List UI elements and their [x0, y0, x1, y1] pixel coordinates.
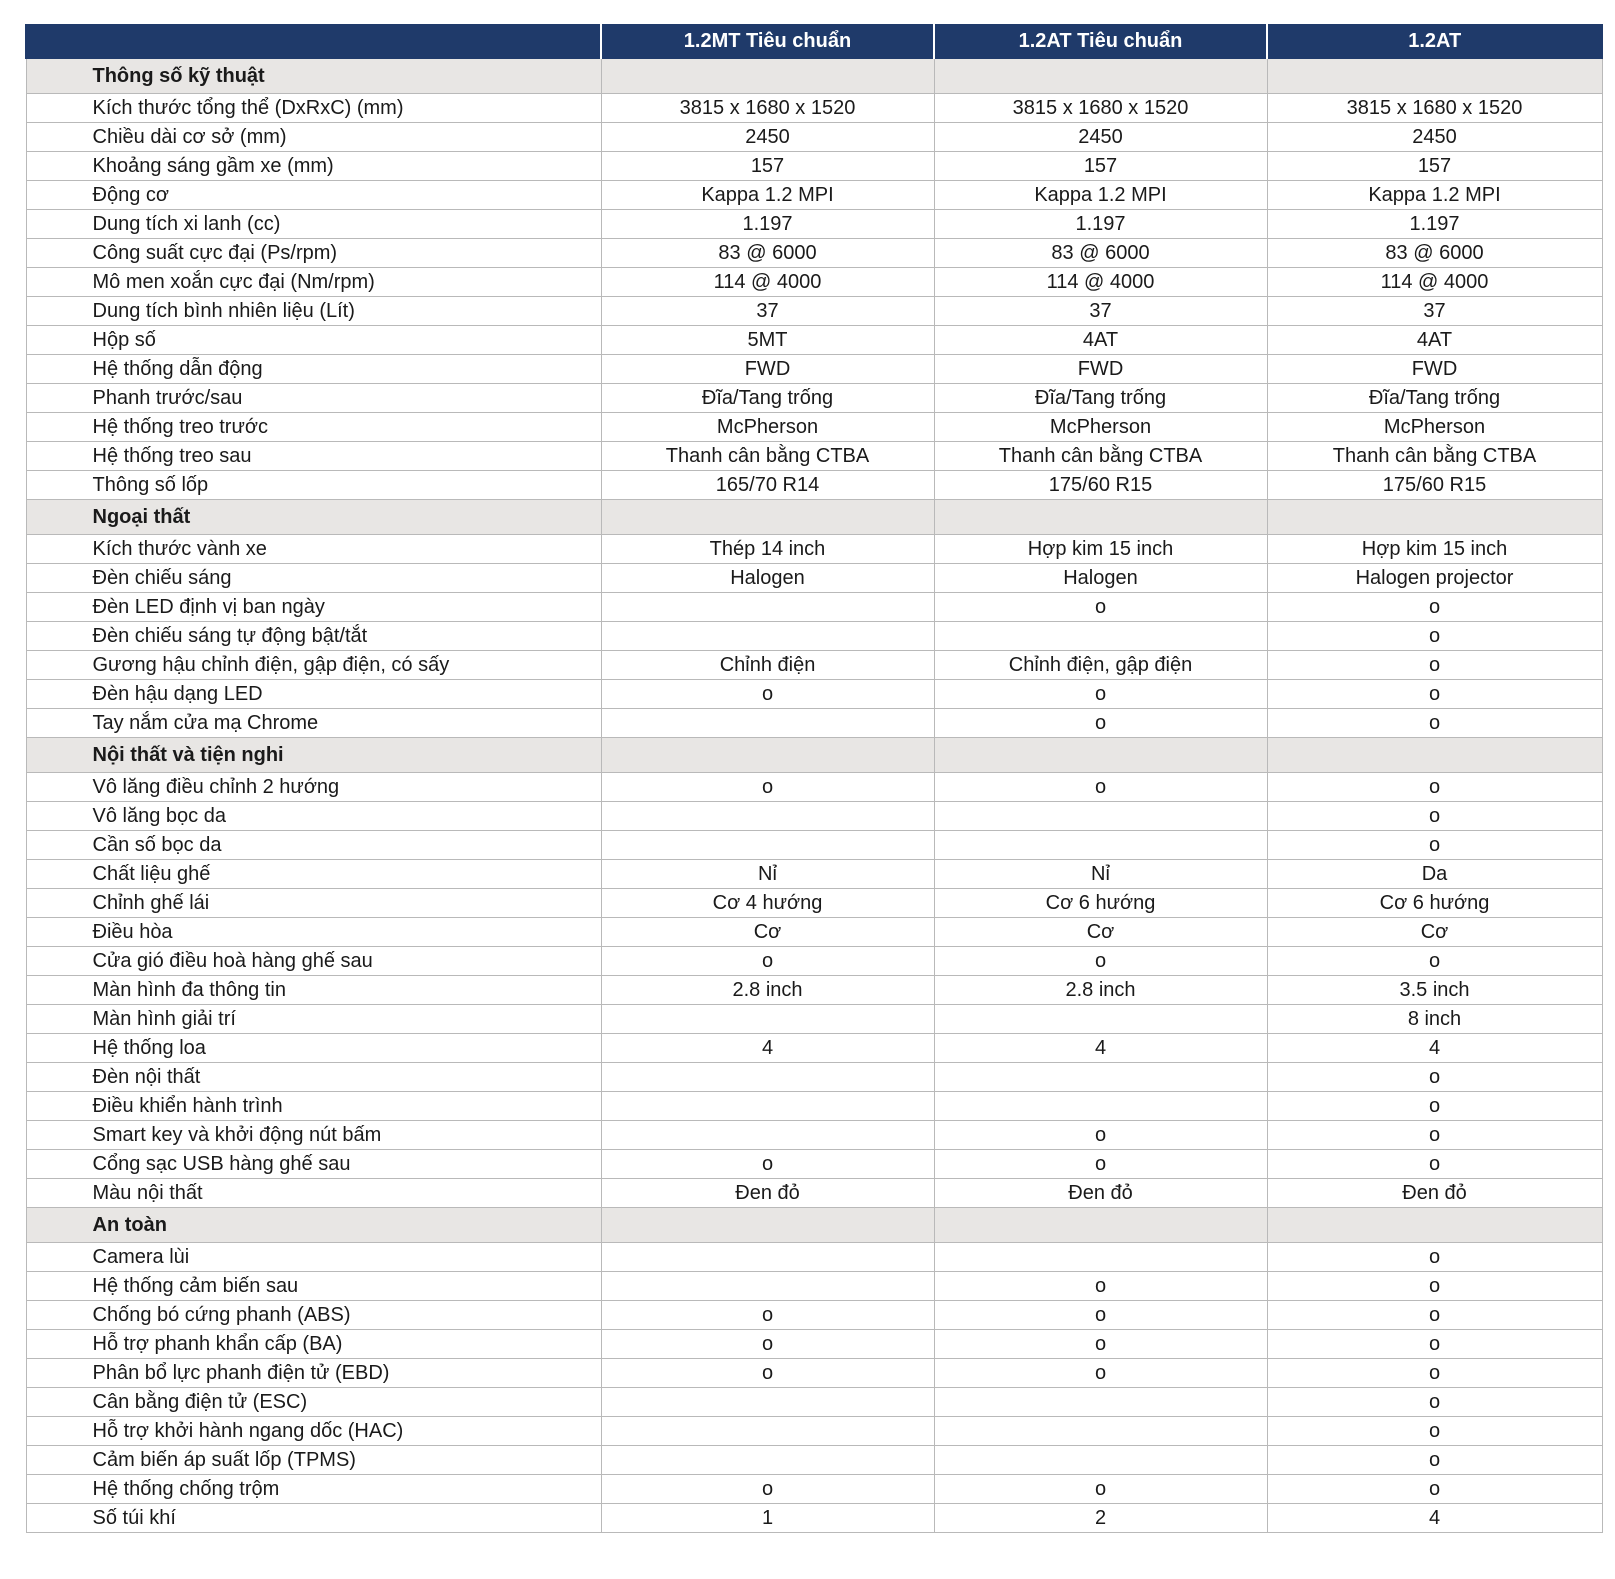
section-title: Thông số kỹ thuật	[26, 59, 601, 94]
variant-2-value: 3815 x 1680 x 1520	[934, 94, 1267, 123]
section-filler-cell	[601, 1208, 934, 1243]
table-row	[26, 1301, 1602, 1330]
variant-2-value: o	[934, 709, 1267, 738]
table-body	[26, 59, 1602, 1533]
feature-label: Gương hậu chỉnh điện, gập điện, có sấy	[26, 651, 601, 680]
table-row	[26, 471, 1602, 500]
section-filler-cell	[934, 500, 1267, 535]
variant-2-value: o	[934, 1150, 1267, 1179]
table-row	[26, 802, 1602, 831]
section-filler-cell	[1267, 500, 1602, 535]
variant-1-value: 1	[601, 1504, 934, 1533]
feature-label: Thông số lốp	[26, 471, 601, 500]
variant-1-value	[601, 802, 934, 831]
variant-3-value: Cơ	[1267, 918, 1602, 947]
variant-1-value: 165/70 R14	[601, 471, 934, 500]
variant-2-value: Nỉ	[934, 860, 1267, 889]
variant-3-value: Da	[1267, 860, 1602, 889]
variant-3-value: 114 @ 4000	[1267, 268, 1602, 297]
variant-1-value	[601, 709, 934, 738]
feature-label: Chỉnh ghế lái	[26, 889, 601, 918]
feature-label: Chất liệu ghế	[26, 860, 601, 889]
table-row	[26, 1388, 1602, 1417]
variant-1-value	[601, 831, 934, 860]
section-row	[26, 738, 1602, 773]
variant-3-value: o	[1267, 1150, 1602, 1179]
variant-3-value: Halogen projector	[1267, 564, 1602, 593]
variant-1-value: Đĩa/Tang trống	[601, 384, 934, 413]
variant-1-value	[601, 1388, 934, 1417]
table-row	[26, 976, 1602, 1005]
variant-1-value: 5MT	[601, 326, 934, 355]
variant-3-value: 1.197	[1267, 210, 1602, 239]
variant-1-value: Chỉnh điện	[601, 651, 934, 680]
variant-3-value: 3.5 inch	[1267, 976, 1602, 1005]
variant-1-value: 1.197	[601, 210, 934, 239]
feature-label: Đèn hậu dạng LED	[26, 680, 601, 709]
variant-2-value: 2.8 inch	[934, 976, 1267, 1005]
variant-1-value: FWD	[601, 355, 934, 384]
variant-3-value: 2450	[1267, 123, 1602, 152]
variant-3-value: o	[1267, 1388, 1602, 1417]
table-row	[26, 355, 1602, 384]
table-row	[26, 1150, 1602, 1179]
variant-2-value: o	[934, 1359, 1267, 1388]
variant-2-value	[934, 1092, 1267, 1121]
variant-1-value: o	[601, 1475, 934, 1504]
variant-3-value: o	[1267, 680, 1602, 709]
table-row	[26, 384, 1602, 413]
variant-1-value	[601, 593, 934, 622]
feature-label: Hỗ trợ phanh khẩn cấp (BA)	[26, 1330, 601, 1359]
header-cell-feature	[26, 25, 601, 59]
section-title: An toàn	[26, 1208, 601, 1243]
table-row	[26, 1272, 1602, 1301]
section-row	[26, 1208, 1602, 1243]
variant-3-value: McPherson	[1267, 413, 1602, 442]
variant-2-value: o	[934, 1121, 1267, 1150]
table-row	[26, 1179, 1602, 1208]
section-filler-cell	[1267, 738, 1602, 773]
variant-1-value: Đen đỏ	[601, 1179, 934, 1208]
variant-2-value: 2	[934, 1504, 1267, 1533]
feature-label: Cần số bọc da	[26, 831, 601, 860]
variant-2-value: o	[934, 773, 1267, 802]
table-row	[26, 564, 1602, 593]
table-row	[26, 651, 1602, 680]
feature-label: Đèn LED định vị ban ngày	[26, 593, 601, 622]
variant-1-value: 4	[601, 1034, 934, 1063]
variant-1-value: 2450	[601, 123, 934, 152]
table-row	[26, 773, 1602, 802]
variant-3-value: o	[1267, 1475, 1602, 1504]
feature-label: Vô lăng điều chỉnh 2 hướng	[26, 773, 601, 802]
table-row	[26, 1417, 1602, 1446]
table-row	[26, 326, 1602, 355]
feature-label: Chiều dài cơ sở (mm)	[26, 123, 601, 152]
variant-3-value: o	[1267, 947, 1602, 976]
table-row	[26, 239, 1602, 268]
variant-2-value: Đĩa/Tang trống	[934, 384, 1267, 413]
variant-3-value: o	[1267, 773, 1602, 802]
feature-label: Màn hình đa thông tin	[26, 976, 601, 1005]
feature-label: Đèn chiếu sáng tự động bật/tắt	[26, 622, 601, 651]
variant-2-value	[934, 1005, 1267, 1034]
variant-2-value: 175/60 R15	[934, 471, 1267, 500]
variant-1-value: Cơ	[601, 918, 934, 947]
table-row	[26, 123, 1602, 152]
variant-3-value: o	[1267, 1330, 1602, 1359]
variant-2-value: 2450	[934, 123, 1267, 152]
table-row	[26, 413, 1602, 442]
table-row	[26, 1243, 1602, 1272]
variant-3-value: 83 @ 6000	[1267, 239, 1602, 268]
variant-2-value: Hợp kim 15 inch	[934, 535, 1267, 564]
table-row	[26, 947, 1602, 976]
feature-label: Hệ thống treo sau	[26, 442, 601, 471]
variant-1-value: Cơ 4 hướng	[601, 889, 934, 918]
feature-label: Hỗ trợ khởi hành ngang dốc (HAC)	[26, 1417, 601, 1446]
table-row	[26, 622, 1602, 651]
variant-3-value: o	[1267, 1446, 1602, 1475]
variant-2-value: o	[934, 1301, 1267, 1330]
header-row	[26, 25, 1602, 59]
variant-2-value	[934, 622, 1267, 651]
feature-label: Hệ thống loa	[26, 1034, 601, 1063]
variant-3-value: o	[1267, 1359, 1602, 1388]
variant-3-value: Thanh cân bằng CTBA	[1267, 442, 1602, 471]
feature-label: Đèn chiếu sáng	[26, 564, 601, 593]
feature-label: Số túi khí	[26, 1504, 601, 1533]
variant-2-value: o	[934, 947, 1267, 976]
feature-label: Động cơ	[26, 181, 601, 210]
variant-1-value: 37	[601, 297, 934, 326]
variant-2-value	[934, 831, 1267, 860]
table-row	[26, 1034, 1602, 1063]
section-filler-cell	[934, 1208, 1267, 1243]
feature-label: Dung tích xi lanh (cc)	[26, 210, 601, 239]
table-row	[26, 94, 1602, 123]
variant-2-value	[934, 802, 1267, 831]
section-filler-cell	[1267, 1208, 1602, 1243]
feature-label: Cổng sạc USB hàng ghế sau	[26, 1150, 601, 1179]
feature-label: Tay nắm cửa mạ Chrome	[26, 709, 601, 738]
variant-1-value: o	[601, 1330, 934, 1359]
variant-1-value: 2.8 inch	[601, 976, 934, 1005]
table-row	[26, 152, 1602, 181]
variant-1-value: 114 @ 4000	[601, 268, 934, 297]
variant-2-value: Cơ	[934, 918, 1267, 947]
feature-label: Smart key và khởi động nút bấm	[26, 1121, 601, 1150]
variant-3-value: o	[1267, 593, 1602, 622]
table-row	[26, 889, 1602, 918]
variant-3-value: Đen đỏ	[1267, 1179, 1602, 1208]
variant-3-value: Hợp kim 15 inch	[1267, 535, 1602, 564]
variant-1-value: o	[601, 1301, 934, 1330]
variant-1-value: o	[601, 680, 934, 709]
section-row	[26, 59, 1602, 94]
variant-1-value: McPherson	[601, 413, 934, 442]
feature-label: Điều hòa	[26, 918, 601, 947]
variant-3-value: o	[1267, 802, 1602, 831]
section-title: Nội thất và tiện nghi	[26, 738, 601, 773]
variant-2-value: o	[934, 593, 1267, 622]
header-cell-variant-2: 1.2AT Tiêu chuẩn	[934, 25, 1267, 59]
variant-1-value: 3815 x 1680 x 1520	[601, 94, 934, 123]
variant-3-value: 4	[1267, 1034, 1602, 1063]
variant-1-value	[601, 1417, 934, 1446]
variant-2-value: Kappa 1.2 MPI	[934, 181, 1267, 210]
table-row	[26, 1359, 1602, 1388]
table-row	[26, 1504, 1602, 1533]
variant-3-value: 37	[1267, 297, 1602, 326]
table-row	[26, 210, 1602, 239]
feature-label: Cảm biến áp suất lốp (TPMS)	[26, 1446, 601, 1475]
table-row	[26, 1092, 1602, 1121]
feature-label: Phanh trước/sau	[26, 384, 601, 413]
table-row	[26, 442, 1602, 471]
variant-3-value: o	[1267, 1092, 1602, 1121]
variant-1-value	[601, 622, 934, 651]
variant-3-value: 4	[1267, 1504, 1602, 1533]
variant-3-value: Kappa 1.2 MPI	[1267, 181, 1602, 210]
variant-2-value	[934, 1388, 1267, 1417]
table-row	[26, 535, 1602, 564]
feature-label: Kích thước tổng thể (DxRxC) (mm)	[26, 94, 601, 123]
variant-1-value: Nỉ	[601, 860, 934, 889]
feature-label: Chống bó cứng phanh (ABS)	[26, 1301, 601, 1330]
variant-1-value: o	[601, 1150, 934, 1179]
variant-2-value: 83 @ 6000	[934, 239, 1267, 268]
variant-2-value	[934, 1417, 1267, 1446]
feature-label: Màn hình giải trí	[26, 1005, 601, 1034]
table-row	[26, 831, 1602, 860]
variant-2-value: o	[934, 1272, 1267, 1301]
feature-label: Cửa gió điều hoà hàng ghế sau	[26, 947, 601, 976]
variant-3-value: 175/60 R15	[1267, 471, 1602, 500]
variant-3-value: o	[1267, 1063, 1602, 1092]
table-header	[26, 25, 1602, 59]
variant-1-value: 83 @ 6000	[601, 239, 934, 268]
variant-2-value: 4	[934, 1034, 1267, 1063]
feature-label: Công suất cực đại (Ps/rpm)	[26, 239, 601, 268]
variant-1-value: Kappa 1.2 MPI	[601, 181, 934, 210]
variant-1-value	[601, 1092, 934, 1121]
variant-2-value: o	[934, 1330, 1267, 1359]
variant-3-value: o	[1267, 1121, 1602, 1150]
variant-1-value	[601, 1121, 934, 1150]
feature-label: Hệ thống treo trước	[26, 413, 601, 442]
variant-1-value: o	[601, 947, 934, 976]
variant-3-value: o	[1267, 1417, 1602, 1446]
feature-label: Vô lăng bọc da	[26, 802, 601, 831]
section-row	[26, 500, 1602, 535]
variant-3-value: o	[1267, 1301, 1602, 1330]
variant-2-value	[934, 1243, 1267, 1272]
variant-1-value	[601, 1243, 934, 1272]
variant-2-value: 114 @ 4000	[934, 268, 1267, 297]
table-row	[26, 593, 1602, 622]
variant-1-value	[601, 1446, 934, 1475]
variant-2-value: Cơ 6 hướng	[934, 889, 1267, 918]
variant-2-value: Đen đỏ	[934, 1179, 1267, 1208]
variant-3-value: Cơ 6 hướng	[1267, 889, 1602, 918]
table-row	[26, 1330, 1602, 1359]
table-row	[26, 709, 1602, 738]
feature-label: Hệ thống dẫn động	[26, 355, 601, 384]
variant-2-value: Thanh cân bằng CTBA	[934, 442, 1267, 471]
table-row	[26, 1446, 1602, 1475]
feature-label: Màu nội thất	[26, 1179, 601, 1208]
table-row	[26, 918, 1602, 947]
variant-3-value: o	[1267, 709, 1602, 738]
table-row	[26, 268, 1602, 297]
variant-2-value: 4AT	[934, 326, 1267, 355]
variant-1-value: 157	[601, 152, 934, 181]
feature-label: Khoảng sáng gầm xe (mm)	[26, 152, 601, 181]
section-filler-cell	[601, 59, 934, 94]
table-row	[26, 1063, 1602, 1092]
section-filler-cell	[1267, 59, 1602, 94]
table-row	[26, 1121, 1602, 1150]
table-row	[26, 860, 1602, 889]
section-filler-cell	[934, 59, 1267, 94]
variant-2-value: Halogen	[934, 564, 1267, 593]
variant-2-value: 1.197	[934, 210, 1267, 239]
variant-3-value: 3815 x 1680 x 1520	[1267, 94, 1602, 123]
variant-2-value	[934, 1063, 1267, 1092]
variant-3-value: 4AT	[1267, 326, 1602, 355]
feature-label: Đèn nội thất	[26, 1063, 601, 1092]
table-row	[26, 680, 1602, 709]
feature-label: Hộp số	[26, 326, 601, 355]
spec-table	[25, 24, 1603, 1533]
variant-3-value: o	[1267, 1272, 1602, 1301]
variant-3-value: o	[1267, 622, 1602, 651]
table-row	[26, 181, 1602, 210]
table-row	[26, 1005, 1602, 1034]
section-filler-cell	[601, 738, 934, 773]
variant-3-value: Đĩa/Tang trống	[1267, 384, 1602, 413]
section-filler-cell	[601, 500, 934, 535]
variant-1-value: Thép 14 inch	[601, 535, 934, 564]
feature-label: Hệ thống chống trộm	[26, 1475, 601, 1504]
variant-1-value: Thanh cân bằng CTBA	[601, 442, 934, 471]
section-filler-cell	[934, 738, 1267, 773]
variant-1-value: Halogen	[601, 564, 934, 593]
variant-1-value	[601, 1272, 934, 1301]
feature-label: Hệ thống cảm biến sau	[26, 1272, 601, 1301]
header-cell-variant-1: 1.2MT Tiêu chuẩn	[601, 25, 934, 59]
variant-3-value: 8 inch	[1267, 1005, 1602, 1034]
feature-label: Mô men xoắn cực đại (Nm/rpm)	[26, 268, 601, 297]
feature-label: Cân bằng điện tử (ESC)	[26, 1388, 601, 1417]
variant-1-value: o	[601, 773, 934, 802]
variant-1-value: o	[601, 1359, 934, 1388]
variant-2-value: 37	[934, 297, 1267, 326]
feature-label: Camera lùi	[26, 1243, 601, 1272]
variant-3-value: 157	[1267, 152, 1602, 181]
table-row	[26, 297, 1602, 326]
feature-label: Phân bổ lực phanh điện tử (EBD)	[26, 1359, 601, 1388]
variant-1-value	[601, 1063, 934, 1092]
section-title: Ngoại thất	[26, 500, 601, 535]
variant-3-value: o	[1267, 831, 1602, 860]
variant-2-value: Chỉnh điện, gập điện	[934, 651, 1267, 680]
feature-label: Kích thước vành xe	[26, 535, 601, 564]
variant-3-value: o	[1267, 1243, 1602, 1272]
variant-2-value: 157	[934, 152, 1267, 181]
header-cell-variant-3: 1.2AT	[1267, 25, 1602, 59]
variant-2-value: FWD	[934, 355, 1267, 384]
variant-2-value: o	[934, 680, 1267, 709]
variant-1-value	[601, 1005, 934, 1034]
variant-3-value: o	[1267, 651, 1602, 680]
variant-2-value: McPherson	[934, 413, 1267, 442]
variant-3-value: FWD	[1267, 355, 1602, 384]
feature-label: Điều khiển hành trình	[26, 1092, 601, 1121]
table-row	[26, 1475, 1602, 1504]
variant-2-value: o	[934, 1475, 1267, 1504]
variant-2-value	[934, 1446, 1267, 1475]
feature-label: Dung tích bình nhiên liệu (Lít)	[26, 297, 601, 326]
